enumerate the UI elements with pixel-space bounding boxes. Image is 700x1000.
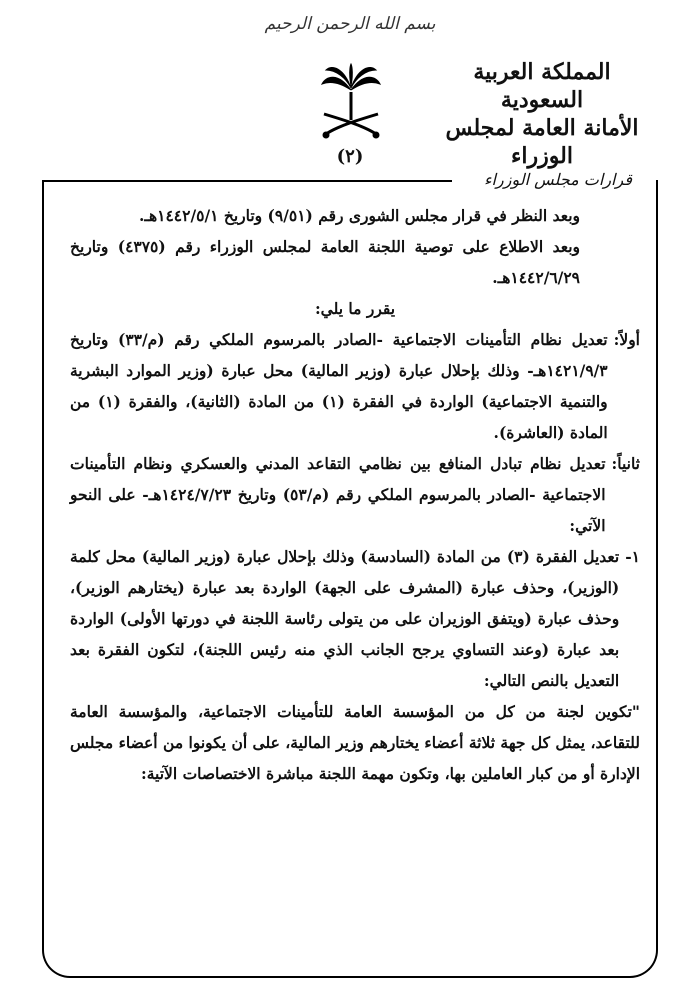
decides-heading: يقرر ما يلي: bbox=[314, 299, 396, 318]
paragraph-shura: وبعد النظر في قرار مجلس الشورى رقم (٩/٥١) وتاريخ ١٤٤٢/٥/١هـ. bbox=[139, 206, 580, 225]
clause-first-text: تعديل نظام التأمينات الاجتماعية -الصادر بالمرسوم الملكي رقم (م/٣٣) وتاريخ ١٤٢١/٩/٣هـ- وذلك بإحلال عبارة (وزير المالية) محل عبارة (وزير الموارد البشرية والتنمية الاجتماعية) الواردة في الفقرة (١) من المادة (الثانية)، والفقرة (١) من المادة (العاشرة). bbox=[70, 330, 608, 442]
frame-top-line bbox=[42, 180, 452, 182]
clause-first-label: أولاً: bbox=[613, 330, 640, 349]
clause-first bbox=[70, 324, 640, 448]
decision-body bbox=[70, 200, 640, 789]
kingdom-title: المملكة العربية السعودية bbox=[473, 59, 611, 113]
sub-item-1-text: تعديل الفقرة (٣) من المادة (السادسة) وذلك بإحلال عبارة (وزير المالية) محل كلمة (الوزير)، وحذف عبارة (المشرف على الجهة) الواردة بعد عبارة (يختارهم الوزير)، وحذف عبارة (ويتفق الوزيران على من يتولى رئاسة اللجنة في دورتها الأولى) الواردة بعد عبارة (وعند التساوي يرجح الجانب الذي منه رئيس اللجنة)، لتكون الفقرة بعد التعديل بالنص التالي: bbox=[70, 547, 620, 690]
saudi-emblem-icon bbox=[318, 62, 384, 148]
clause-second-label: ثانياً: bbox=[611, 454, 640, 473]
paragraph-committee: وبعد الاطلاع على توصية اللجنة العامة لمجلس الوزراء رقم (٤٣٧٥) وتاريخ ١٤٤٢/٦/٢٩هـ. bbox=[70, 237, 580, 287]
clause-second-text: تعديل نظام تبادل المنافع بين نظامي التقاعد المدني والعسكري ونظام التأمينات الاجتماعية -الصادر بالمرسوم الملكي رقم (م/٥٣) وتاريخ ١٤٢٤/٧/٢٣هـ- على النحو الآتي: bbox=[70, 454, 606, 535]
sub-item-1 bbox=[70, 541, 640, 696]
sub-item-1-label: ١- bbox=[625, 547, 640, 566]
page-number: (٢) bbox=[336, 146, 364, 167]
secretariat-title: الأمانة العامة لمجلس الوزراء bbox=[445, 115, 639, 169]
clause-second bbox=[70, 448, 640, 541]
series-title: قرارات مجلس الوزراء bbox=[484, 170, 632, 189]
basmala: بسم الله الرحمن الرحيم bbox=[264, 14, 436, 34]
quoted-text: "تكوين لجنة من كل من المؤسسة العامة للتأمينات الاجتماعية، والمؤسسة العامة للتقاعد، يمثل كل جهة ثلاثة أعضاء يختارهم وزير المالية، على أن يكونوا من أعضاء مجلس الإدارة أو من كبار العاملين بها، وتكون مهمة اللجنة مباشرة الاختصاصات الآتية: bbox=[70, 702, 640, 783]
